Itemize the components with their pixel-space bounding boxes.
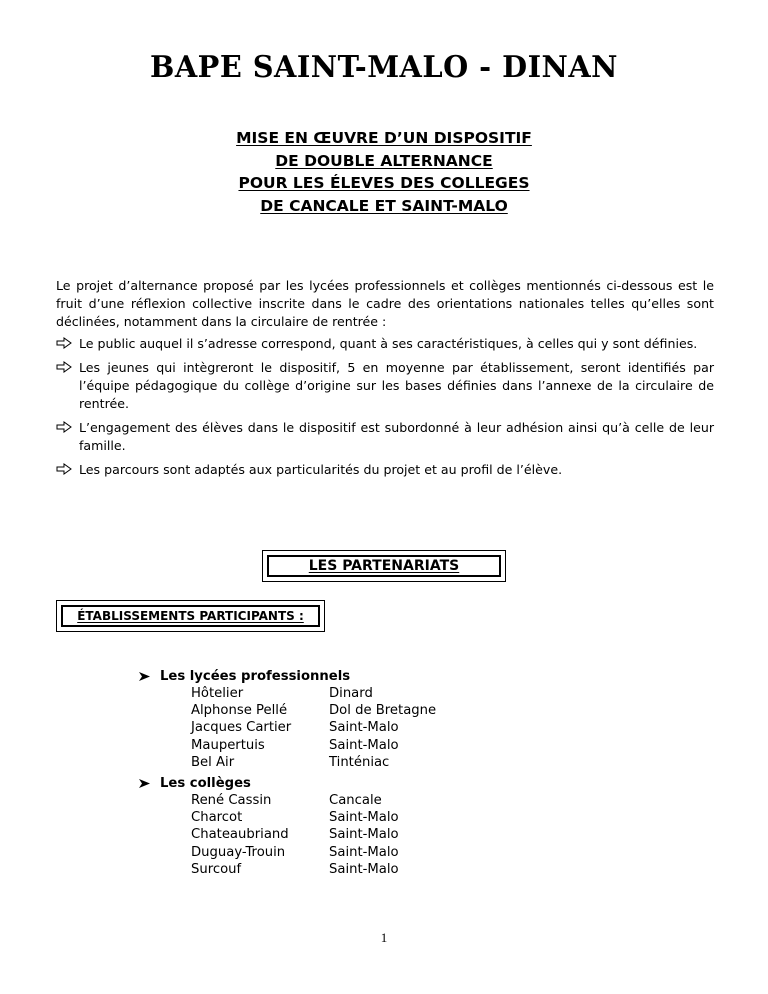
bullet-text: Les parcours sont adaptés aux particularités du projet et au profil de l’élève.	[79, 462, 563, 477]
lycees-heading: Les lycées professionnels	[136, 668, 536, 685]
bullet-text: L’engagement des élèves dans le dispositif est subordonné à leur adhésion ainsi qu’à celle de leur famille.	[79, 420, 714, 453]
intro-paragraph: Le projet d’alternance proposé par les lycées professionnels et collèges mentionnés ci-dessous est le fruit d’une réflexion collective inscrite dans le cadre des orientations nationales telles qu’elles sont déclinées, notamment dans la circulaire de rentrée :	[56, 278, 714, 329]
subtitle-line: MISE EN ŒUVRE D’UN DISPOSITIF	[236, 129, 532, 147]
list-item: Jacques Cartier Saint-Malo	[191, 720, 399, 736]
list-item: Bel Air Tinténiac	[191, 754, 390, 770]
bullet-list	[56, 335, 714, 485]
subtitle-line: DE CANCALE ET SAINT-MALO	[260, 196, 508, 215]
document-subtitle	[0, 127, 768, 217]
bullet-text: Les jeunes qui intègreront le dispositif, 5 en moyenne par établissement, seront identifiés par l’équipe pédagogique du collège d’origine sur les bases définies dans l’annexe de la circulaire de rentrée.	[79, 360, 714, 411]
establishments-heading: ÉTABLISSEMENTS PARTICIPANTS :	[77, 609, 304, 623]
partners-heading-box	[262, 550, 506, 582]
outline-arrow-icon	[56, 337, 72, 349]
bullet-text: Le public auquel il s’adresse correspond, quant à ses caractéristiques, à celles qui y sont définies.	[79, 336, 698, 351]
list-item: Surcouf Saint-Malo	[191, 861, 399, 877]
outline-arrow-icon	[56, 463, 72, 475]
colleges-group	[136, 775, 536, 878]
partners-heading: LES PARTENARIATS	[308, 558, 460, 574]
subtitle-line: POUR LES ÉLEVES DES COLLEGES	[238, 174, 530, 192]
lycees-group	[136, 668, 536, 771]
list-item: Charcot Saint-Malo	[191, 810, 399, 826]
subtitle-line: DE DOUBLE ALTERNANCE	[275, 151, 493, 170]
bullet-item	[56, 335, 714, 353]
list-item: Chateaubriand Saint-Malo	[191, 827, 399, 843]
list-item: Maupertuis Saint-Malo	[191, 737, 399, 753]
colleges-heading: Les collèges	[136, 775, 536, 792]
list-item: Duguay-Trouin Saint-Malo	[191, 844, 399, 860]
list-item: Alphonse Pellé Dol de Bretagne	[191, 703, 437, 719]
list-item: Hôtelier Dinard	[191, 686, 373, 701]
bullet-item	[56, 419, 714, 455]
establishments-heading-box	[56, 600, 325, 632]
list-item: René Cassin Cancale	[191, 793, 382, 808]
triangle-bullet-icon	[138, 778, 151, 789]
page-number: 1	[380, 930, 388, 945]
outline-arrow-icon	[56, 361, 72, 373]
bullet-item	[56, 359, 714, 413]
triangle-bullet-icon	[138, 671, 151, 682]
bullet-item	[56, 461, 714, 479]
document-title: BAPE SAINT-MALO - DINAN	[150, 50, 618, 85]
outline-arrow-icon	[56, 421, 72, 433]
